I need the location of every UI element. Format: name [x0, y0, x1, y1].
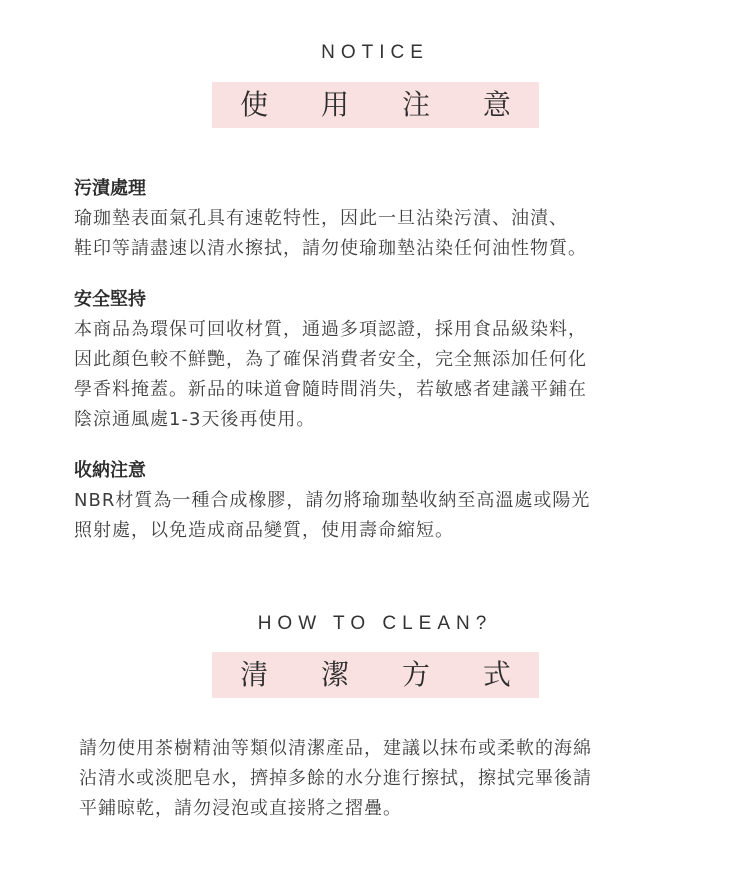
section-clean [79, 734, 689, 824]
section-body [74, 204, 684, 264]
body-line: 照射處，以免造成商品變質，使用壽命縮短。 [74, 520, 454, 541]
body-line: 鞋印等請盡速以清水擦拭，請勿使瑜珈墊沾染任何油性物質。 [74, 238, 587, 259]
clean-eyebrow: HOW TO CLEAN? [257, 613, 493, 634]
section-storage [74, 456, 684, 546]
clean-title: 清 潔 方 式 [240, 658, 533, 691]
notice-eyebrow: NOTICE [321, 42, 429, 63]
section-body [74, 486, 684, 546]
body-line: 陰涼通風處1-3天後再使用。 [74, 409, 316, 430]
body-line: NBR材質為一種合成橡膠，請勿將瑜珈墊收納至高溫處或陽光 [74, 490, 591, 511]
section-heading: 安全堅持 [74, 289, 146, 310]
body-line: 沾清水或淡肥皂水，擠掉多餘的水分進行擦拭，擦拭完畢後請 [79, 768, 592, 789]
section-heading: 收納注意 [74, 460, 146, 481]
section-stain [74, 174, 684, 264]
notice-title: 使 用 注 意 [240, 88, 533, 121]
section-safety [74, 285, 684, 435]
clean-title-box [212, 652, 539, 698]
section-body [79, 734, 689, 824]
section-body [74, 315, 684, 435]
body-line: 平鋪晾乾，請勿浸泡或直接將之摺疊。 [79, 798, 402, 819]
body-line: 學香料掩蓋。新品的味道會隨時間消失，若敏感者建議平鋪在 [74, 379, 587, 400]
body-line: 本商品為環保可回收材質，通過多項認證，採用食品級染料， [74, 319, 587, 340]
section-heading: 污漬處理 [74, 178, 146, 199]
body-line: 請勿使用茶樹精油等類似清潔產品，建議以抹布或柔軟的海綿 [79, 738, 592, 759]
notice-title-box [212, 82, 539, 128]
body-line: 瑜珈墊表面氣孔具有速乾特性，因此一旦沾染污漬、油漬、 [74, 208, 568, 229]
body-line: 因此顏色較不鮮艷，為了確保消費者安全，完全無添加任何化 [74, 349, 587, 370]
